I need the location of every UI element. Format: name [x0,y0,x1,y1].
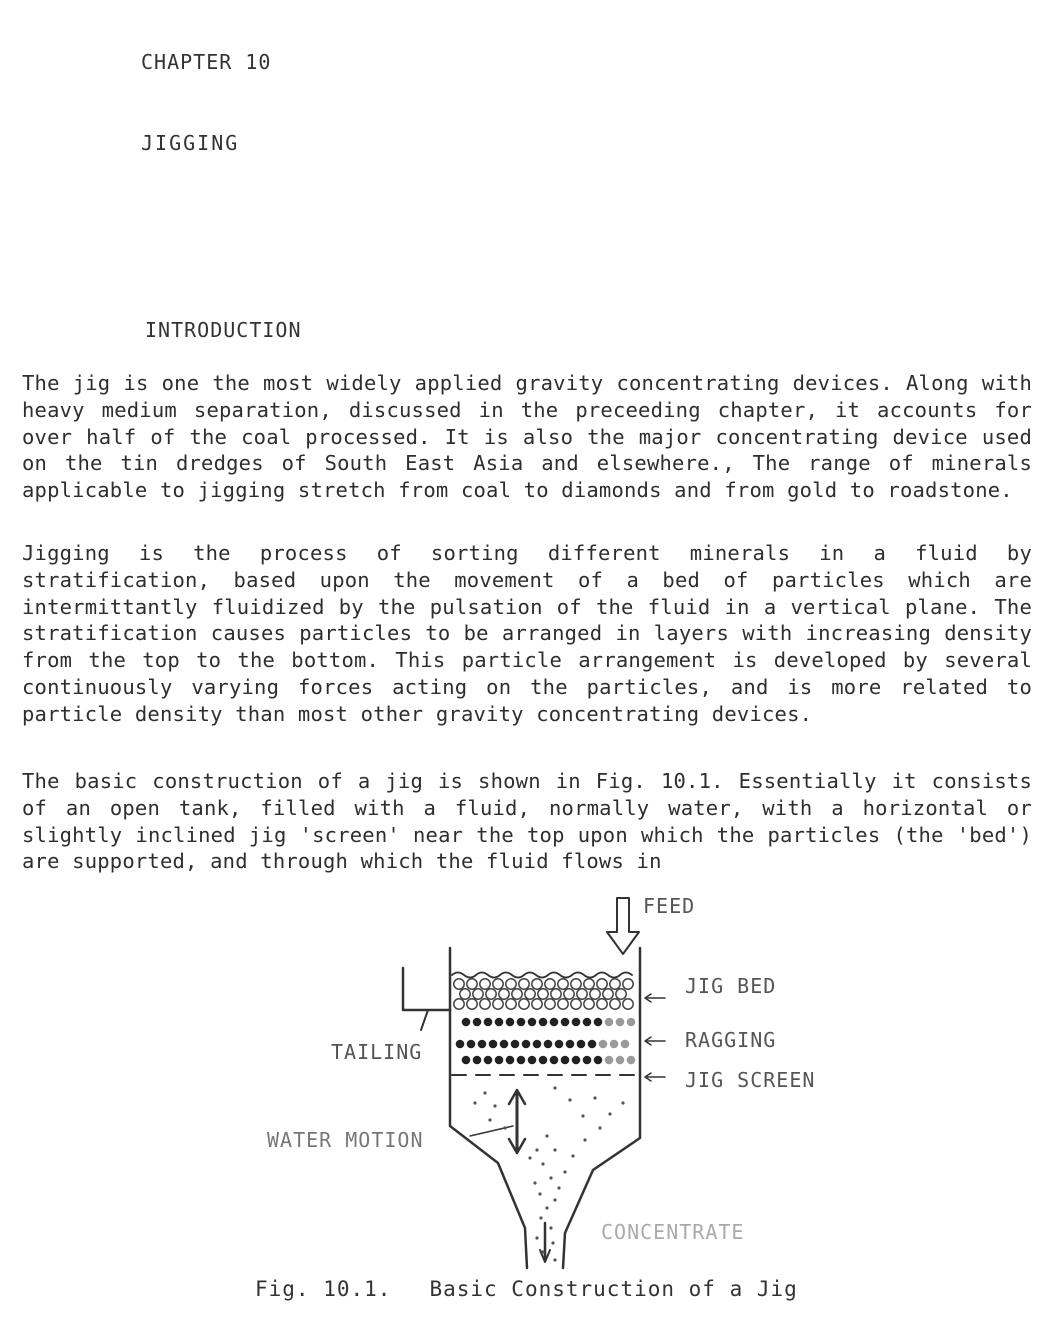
ragging-particle [462,1056,471,1065]
bed-particle [551,989,561,999]
chapter-number: CHAPTER 10 [141,50,272,74]
bed-particle [532,999,542,1009]
fine-particle [528,1156,531,1159]
figure-number: Fig. 10.1. [255,1277,392,1301]
fine-particle [553,1086,556,1089]
ragging-particle [605,1056,614,1065]
jig-bed-particles [454,979,633,1009]
bed-particle [454,979,464,989]
ragging-particle [522,1040,531,1049]
fine-particle [473,1101,476,1104]
bed-particle [493,999,503,1009]
ragging-particle [572,1018,581,1027]
ragging-particle [561,1056,570,1065]
ragging-particle [550,1056,559,1065]
fine-particle [535,1236,538,1239]
bed-particle [519,999,529,1009]
fine-particle [568,1098,571,1101]
bed-particle [603,989,613,999]
ragging-particle [506,1018,515,1027]
figure-caption [255,1277,798,1301]
bed-particle [467,979,477,989]
bed-particle [486,989,496,999]
fine-particle [539,1216,542,1219]
ragging-particle [583,1056,592,1065]
ragging-particle [550,1018,559,1027]
ragging-particle [495,1056,504,1065]
ragging-particle [610,1040,619,1049]
ragging-particle [561,1018,570,1027]
concentrate-label: CONCENTRATE [601,1220,745,1244]
ragging-particle [539,1018,548,1027]
ragging-particle [621,1040,630,1049]
ragging-particle [572,1056,581,1065]
ragging-particle [517,1018,526,1027]
ragging-particle [456,1040,465,1049]
fine-particle [551,1241,554,1244]
jig-bed-label: JIG BED [685,974,777,998]
ragging-particle [616,1056,625,1065]
fine-particle [503,1126,506,1129]
bed-particle [577,989,587,999]
bed-particle [512,989,522,999]
ragging-particle [528,1018,537,1027]
water-motion-leader [470,1126,513,1136]
ragging-particle [627,1056,636,1065]
fine-particle [557,1186,560,1189]
bed-particle [454,999,464,1009]
ragging-particle [583,1018,592,1027]
feed-label: FEED [643,894,696,918]
bed-particle [525,989,535,999]
bed-particle [467,999,477,1009]
bed-particle [584,999,594,1009]
ragging-particle [489,1040,498,1049]
tailing-label: TAILING [331,1040,423,1064]
bed-particle [597,979,607,989]
bed-particle [610,979,620,989]
bed-particle [616,989,626,999]
fine-particle [545,1134,548,1137]
bed-particle [480,979,490,989]
bed-particle [623,979,633,989]
ragging-particle [605,1018,614,1027]
ragging-particle [599,1040,608,1049]
fine-particle [571,1154,574,1157]
ragging-particle [473,1056,482,1065]
ragging-particle [500,1040,509,1049]
bed-particle [610,999,620,1009]
bed-particle [519,979,529,989]
water-motion-label: WATER MOTION [267,1128,424,1152]
ragging-particle [467,1040,476,1049]
fine-particle [581,1114,584,1117]
bed-particle [473,989,483,999]
bed-particle [623,999,633,1009]
ragging-particle [544,1040,553,1049]
ragging-particle [594,1018,603,1027]
bed-particle [558,999,568,1009]
ragging-particle [506,1056,515,1065]
bed-particle [493,979,503,989]
ragging-particle [555,1040,564,1049]
bed-particle [499,989,509,999]
ragging-particle [577,1040,586,1049]
fine-particle [593,1096,596,1099]
fine-particle [583,1138,586,1141]
jig-screen-label: JIG SCREEN [685,1068,816,1092]
fine-particle [621,1101,624,1104]
fine-particle [545,1206,548,1209]
ragging-particle [539,1056,548,1065]
fine-particle [533,1181,536,1184]
paragraph: The basic construction of a jig is shown in Fig. 10.1. Essentially it consists of an open tank, filled with a fluid, normally water, with a horizontal or slightly inclined jig 'screen' near the top upon which the particles (the 'bed') are supported, and through which the fluid flows in [22,769,1032,874]
ragging-particle [484,1018,493,1027]
ragging-particle [495,1018,504,1027]
ragging-particle [511,1040,520,1049]
bed-particle [506,999,516,1009]
fine-particle [549,1176,552,1179]
ragging-particle [528,1056,537,1065]
bed-particle [460,989,470,999]
fine-particle [563,1170,566,1173]
bed-particle [545,999,555,1009]
fine-particle [549,1226,552,1229]
bed-particle [480,999,490,1009]
bed-particle [571,999,581,1009]
fine-particle [483,1091,486,1094]
ragging-particle [533,1040,542,1049]
ragging-particle [478,1040,487,1049]
ragging-particle [627,1018,636,1027]
fine-particle [538,1192,541,1195]
ragging-label: RAGGING [685,1028,777,1052]
bed-particle [545,979,555,989]
ragging-particle [588,1040,597,1049]
jig-figure [255,888,855,1288]
fine-particle [535,1148,538,1151]
bed-particle [558,979,568,989]
fine-particle [553,1198,556,1201]
bed-particle [590,989,600,999]
ragging-particle [473,1018,482,1027]
fine-particle [553,1258,556,1261]
fine-particle [598,1126,601,1129]
tailing-launder [403,968,450,1010]
bed-particle [564,989,574,999]
water-surface [452,973,632,978]
chapter-title: JIGGING [141,131,240,155]
bed-particle [532,979,542,989]
bed-particle [538,989,548,999]
ragging-particle [594,1056,603,1065]
ragging-particle [616,1018,625,1027]
fine-particle [493,1104,496,1107]
section-heading: INTRODUCTION [145,318,302,342]
bed-particle [584,979,594,989]
bed-particle [506,979,516,989]
bed-particle [597,999,607,1009]
fine-particle [541,1162,544,1165]
bed-particle [571,979,581,989]
fine-particle [541,1250,544,1253]
ragging-particle [462,1018,471,1027]
ragging-particle [484,1056,493,1065]
fine-particle [488,1118,491,1121]
ragging-particle [566,1040,575,1049]
ragging-particles [456,1018,636,1065]
fine-particle [553,1148,556,1151]
figure-caption-text: Basic Construction of a Jig [429,1277,798,1301]
ragging-particle [517,1056,526,1065]
tailing-lip [421,1010,428,1030]
fine-particle [608,1112,611,1115]
paragraph: Jigging is the process of sorting different minerals in a fluid by stratification, based upon the movement of a bed of particles which are intermittantly fluidized by the pulsation of the fluid in a vertical plane. The stratification causes particles to be arranged in layers with increasing density from the top to the bottom. This particle arrangement is developed by several continuously varying forces acting on the particles, and is more related to particle density than most other gravity concentrating devices. [22,541,1032,726]
paragraph: The jig is one the most widely applied gravity concentrating devices. Along with heavy medium separation, discussed in the preceeding chapter, it accounts for over half of the coal processed. It is also the major concentrating device used on the tin dredges of South East Asia and elsewhere., The range of minerals applicable to jigging stretch from coal to diamonds and from gold to roadstone. [22,371,1032,503]
tank-left-wall [450,948,527,1268]
feed-arrow [607,898,639,954]
